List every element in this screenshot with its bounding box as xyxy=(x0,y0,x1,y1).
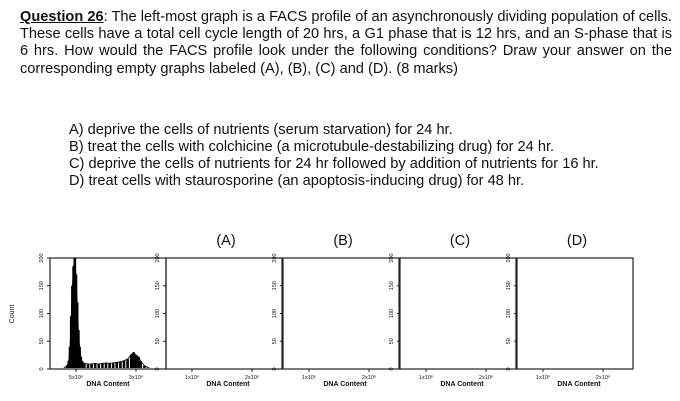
x-axis-title: DNA Content xyxy=(86,381,130,388)
graph-label-d: (D) xyxy=(566,233,588,249)
x-tick-label: 1x10⁶ xyxy=(184,375,200,381)
plot-frame xyxy=(283,258,399,369)
condition-letter: C) xyxy=(69,156,89,172)
y-tick-label: 200 xyxy=(272,253,278,263)
y-tick-label: 200 xyxy=(39,253,45,263)
plot-frame xyxy=(517,258,633,369)
x-tick-label: 1x10⁶ xyxy=(301,375,317,381)
y-tick-label: 100 xyxy=(155,308,161,319)
graph-label-b: (B) xyxy=(333,233,353,249)
condition-c xyxy=(69,156,654,173)
graph-label-a: (A) xyxy=(216,233,236,249)
plot-frame xyxy=(400,258,516,369)
condition-a xyxy=(69,122,654,139)
x-tick-label: 1x10⁶ xyxy=(418,375,434,381)
question-label: Question 26 xyxy=(20,9,104,25)
x-axis-title: DNA Content xyxy=(557,381,601,388)
y-tick-label: 200 xyxy=(506,253,512,263)
question-paragraph xyxy=(20,9,672,78)
condition-b xyxy=(69,139,654,156)
y-tick-label: 100 xyxy=(389,308,395,319)
condition-letter: D) xyxy=(69,173,89,189)
question-text: : The left-most graph is a FACS profile of an asynchronously dividing population of cells. These cells have a total cell cycle length of 20 hrs, a G1 phase that is 12 hrs, and an S-phase that is 6 hrs. How would the FACS profile look under the following conditions? Draw your answer on the corresponding empty graphs labeled (A), (B), (C) and (D). (8 marks) xyxy=(20,9,672,77)
y-tick-label: 150 xyxy=(39,281,45,291)
y-tick-label: 150 xyxy=(272,281,278,291)
x-tick-label: 2x10⁶ xyxy=(595,375,611,381)
x-axis-title: DNA Content xyxy=(440,381,484,388)
condition-letter: B) xyxy=(69,139,88,155)
y-tick-label: 100 xyxy=(272,308,278,319)
y-tick-label: 50 xyxy=(272,338,278,345)
x-axis-title: DNA Content xyxy=(206,381,250,388)
y-tick-label: 0 xyxy=(39,367,45,371)
x-tick-label: 2x10⁶ xyxy=(478,375,494,381)
condition-text: treat cells with staurosporine (an apoptosis-inducing drug) for 48 hr. xyxy=(88,173,525,189)
plot-frame xyxy=(166,258,282,369)
x-tick-label: 2x10⁶ xyxy=(244,375,260,381)
facs-figure xyxy=(0,228,680,401)
facs-graphs xyxy=(0,228,680,401)
x-axis-title: DNA Content xyxy=(323,381,367,388)
y-tick-label: 50 xyxy=(39,338,45,345)
condition-text: deprive the cells of nutrients for 24 hr followed by addition of nutrients for 16 hr. xyxy=(88,156,599,172)
plot-frame xyxy=(50,258,166,369)
y-tick-label: 150 xyxy=(389,281,395,291)
y-tick-label: 0 xyxy=(272,367,278,371)
x-tick-label: 1x10⁶ xyxy=(535,375,551,381)
condition-text: treat the cells with colchicine (a microtubule-destabilizing drug) for 24 hr. xyxy=(87,139,555,155)
condition-d xyxy=(69,173,654,190)
y-tick-label: 50 xyxy=(389,338,395,345)
y-tick-label: 50 xyxy=(155,338,161,345)
y-tick-label: 0 xyxy=(155,367,161,371)
y-tick-label: 150 xyxy=(155,281,161,291)
y-tick-label: 0 xyxy=(389,367,395,371)
y-tick-label: 0 xyxy=(506,367,512,371)
y-axis-title: Count xyxy=(9,304,16,324)
condition-text: deprive the cells of nutrients (serum starvation) for 24 hr. xyxy=(87,122,453,138)
conditions-list xyxy=(69,122,654,190)
condition-letter: A) xyxy=(69,122,88,138)
y-tick-label: 100 xyxy=(506,308,512,319)
y-tick-label: 200 xyxy=(389,253,395,263)
x-tick-label: 3x10⁶ xyxy=(128,375,144,381)
graph-label-c: (C) xyxy=(449,233,471,249)
y-tick-label: 100 xyxy=(39,308,45,319)
y-tick-label: 150 xyxy=(506,281,512,291)
y-tick-label: 50 xyxy=(506,338,512,345)
x-tick-label: 2x10⁶ xyxy=(361,375,377,381)
y-tick-label: 200 xyxy=(155,253,161,263)
x-tick-label: 5x10⁶ xyxy=(68,375,84,381)
